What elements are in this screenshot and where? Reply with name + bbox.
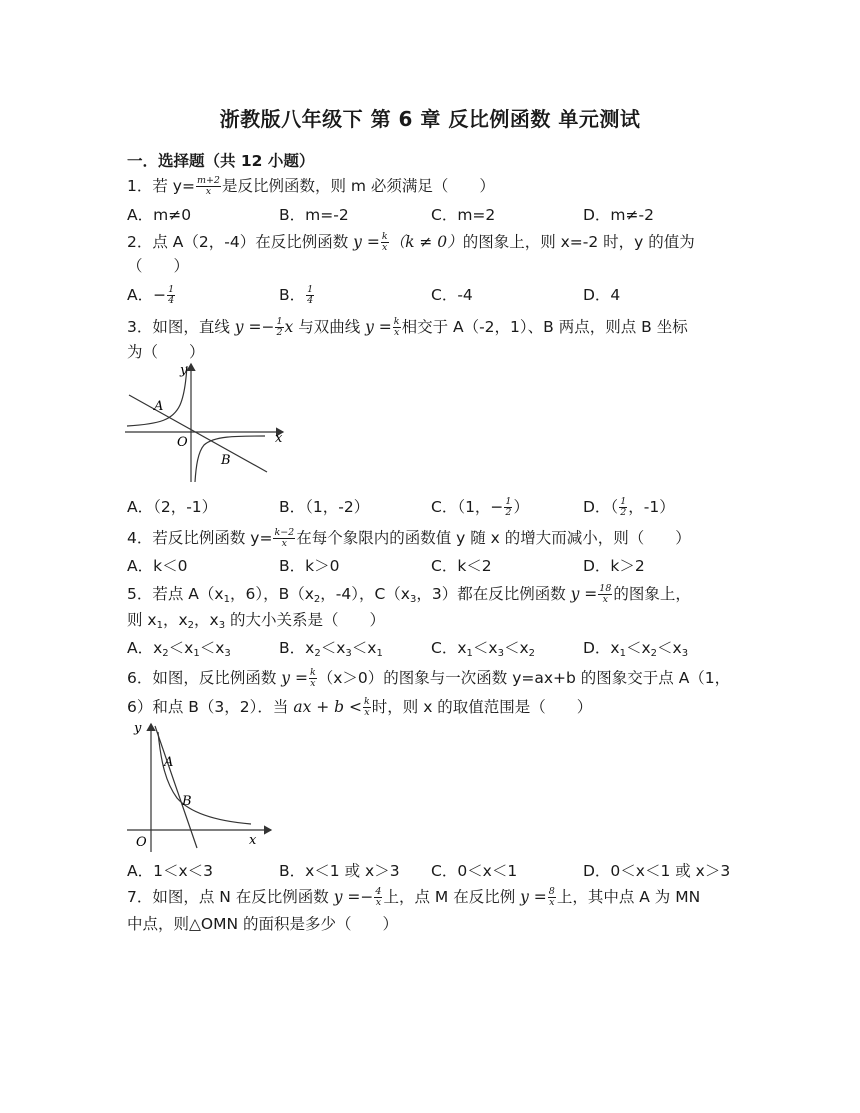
question-7 bbox=[127, 887, 700, 908]
q5-sub1: 1 bbox=[223, 594, 230, 605]
q5-a-t0: A．x bbox=[127, 639, 163, 657]
q2-option-c[interactable]: C．-4 bbox=[431, 286, 473, 304]
q5-sub2: 2 bbox=[313, 594, 321, 605]
q3-label-x: x bbox=[275, 431, 283, 446]
q5-l2b: ，x bbox=[162, 611, 188, 629]
q1-pre: 1．若 y= bbox=[127, 177, 195, 195]
q5-y: y = bbox=[570, 585, 598, 603]
q4-option-d[interactable]: D．k＞2 bbox=[583, 557, 645, 575]
q6-num2: k bbox=[364, 696, 370, 707]
q3-x1: x bbox=[284, 318, 294, 336]
q5-option-c[interactable] bbox=[431, 638, 535, 664]
q4-pre: 4．若反比例函数 y= bbox=[127, 529, 273, 547]
q3-y1: y =− bbox=[234, 318, 275, 336]
q5-l2sub1: 1 bbox=[156, 620, 163, 631]
q1-option-b[interactable]: B．m=-2 bbox=[279, 206, 349, 224]
q2-option-a[interactable] bbox=[127, 285, 176, 306]
q3-c-fraction bbox=[504, 497, 512, 518]
q4-fraction bbox=[273, 528, 295, 549]
q5-a-s3: 1 bbox=[193, 648, 200, 659]
q6-graph bbox=[125, 718, 275, 854]
q5-b-s1: 2 bbox=[314, 648, 321, 659]
q6-fraction bbox=[309, 668, 317, 689]
q6-label-o: O bbox=[136, 835, 147, 850]
q7-den1: x bbox=[375, 897, 382, 908]
q1-post: 是反比例函数，则 m 必须满足（ ） bbox=[221, 177, 495, 195]
q3-den2: x bbox=[394, 327, 400, 338]
q5-num: 18 bbox=[599, 583, 612, 594]
q5-d-s5: 3 bbox=[681, 648, 689, 659]
q6-option-b[interactable]: B．x＜1 或 x＞3 bbox=[279, 862, 400, 880]
q5-a-t2: ＜x bbox=[168, 639, 194, 657]
q3-post: 相交于 A（-2，1）、B 两点，则点 B 坐标 bbox=[401, 318, 688, 336]
question-1 bbox=[127, 176, 495, 197]
q6-label-y: y bbox=[134, 721, 142, 736]
q1-fraction bbox=[196, 176, 221, 197]
q2-option-d[interactable]: D．4 bbox=[583, 286, 621, 304]
q4-num: k−2 bbox=[274, 527, 295, 538]
q6-l2post: 时，则 x 的取值范围是（ ） bbox=[371, 698, 593, 716]
question-7-line2: 中点，则△OMN 的面积是多少（ ） bbox=[127, 915, 399, 933]
q7-fraction-2 bbox=[548, 887, 556, 908]
section-heading: 一．选择题（共 12 小题） bbox=[127, 152, 315, 170]
q6-label-b: B bbox=[182, 794, 192, 809]
q5-l2sub3: 3 bbox=[218, 620, 226, 631]
q3-label-a: A bbox=[154, 399, 164, 414]
q7-den2: x bbox=[549, 897, 555, 908]
q3-num2: k bbox=[393, 316, 400, 327]
q6-y: y = bbox=[281, 669, 308, 687]
q3-d-num: 1 bbox=[620, 496, 627, 507]
question-5 bbox=[127, 584, 691, 610]
q3-c-pre: C．（1，− bbox=[431, 498, 504, 516]
q5-l2a: 则 x bbox=[127, 611, 157, 629]
q2-pre: 2．点 A（2，-4）在反比例函数 bbox=[127, 233, 354, 251]
q7-mid: 上，点 M 在反比例 bbox=[383, 888, 521, 906]
q3-graph bbox=[125, 360, 290, 485]
q2-fraction bbox=[381, 232, 389, 253]
q6-den2: x bbox=[364, 707, 370, 718]
question-4 bbox=[127, 528, 691, 549]
q5-den: x bbox=[602, 594, 609, 605]
q3-d-pre: D．（ bbox=[583, 498, 619, 516]
q5-d-s1: 1 bbox=[619, 648, 626, 659]
q6-label-x: x bbox=[249, 833, 257, 848]
q3-c-post: ） bbox=[513, 498, 529, 516]
q5-l2d: 的大小关系是（ ） bbox=[225, 611, 386, 629]
q5-m1: ，6），B（x bbox=[229, 585, 314, 603]
q5-d-t2: ＜x bbox=[625, 639, 651, 657]
q5-m2: ，-4），C（x bbox=[320, 585, 410, 603]
q7-y2: y = bbox=[520, 888, 547, 906]
q1-den: x bbox=[205, 186, 212, 197]
q5-post: 的图象上， bbox=[613, 585, 691, 603]
q2-b-pre: B． bbox=[279, 286, 306, 304]
question-6-line2 bbox=[127, 697, 592, 718]
q6-option-c[interactable]: C．0＜x＜1 bbox=[431, 862, 518, 880]
q5-option-b[interactable] bbox=[279, 638, 383, 664]
q7-num1: 4 bbox=[375, 886, 382, 897]
question-2-line2: （ ） bbox=[127, 257, 190, 275]
q1-num: m+2 bbox=[196, 175, 220, 186]
q3-d-post: ，-1） bbox=[628, 498, 675, 516]
q5-a-s5: 3 bbox=[224, 648, 231, 659]
question-2 bbox=[127, 232, 695, 253]
q3-d-den: 2 bbox=[620, 507, 627, 518]
q7-pre: 7．如图，点 N 在反比例函数 bbox=[127, 888, 334, 906]
question-3-line2: 为（ ） bbox=[127, 343, 205, 361]
q3-d-fraction bbox=[619, 497, 627, 518]
q2-a-pre: A．− bbox=[127, 286, 167, 304]
q6-label-a: A bbox=[164, 755, 174, 770]
q6-fraction-2 bbox=[363, 697, 371, 718]
q5-l2sub2: 2 bbox=[187, 620, 195, 631]
q5-m3: ，3）都在反比例函数 bbox=[416, 585, 571, 603]
q5-d-s3: 2 bbox=[650, 648, 658, 659]
q1-option-c[interactable]: C．m=2 bbox=[431, 206, 496, 224]
q5-c-t4: ＜x bbox=[503, 639, 529, 657]
q3-option-d[interactable] bbox=[583, 497, 675, 518]
q3-fraction-2 bbox=[393, 317, 401, 338]
q5-a-s1: 2 bbox=[162, 648, 169, 659]
q3-num1: 1 bbox=[276, 316, 283, 327]
q6-post: （x＞0）的图象与一次函数 y=ax+b 的图象交于点 A（1， bbox=[317, 669, 731, 687]
q3-option-b[interactable]: B．（1，-2） bbox=[279, 498, 370, 516]
q7-post: 上，其中点 A 为 MN bbox=[556, 888, 701, 906]
q2-b-fraction bbox=[306, 285, 314, 306]
q6-option-a[interactable]: A．1＜x＜3 bbox=[127, 862, 213, 880]
q5-c-s5: 2 bbox=[528, 648, 535, 659]
q2-cond: （k ≠ 0） bbox=[389, 233, 463, 251]
q4-post: 在每个象限内的函数值 y 随 x 的增大而减小，则（ ） bbox=[296, 529, 691, 547]
q6-expr: ax + b < bbox=[293, 698, 362, 716]
question-5-line2 bbox=[127, 610, 385, 636]
q5-c-t0: C．x bbox=[431, 639, 467, 657]
q5-option-a[interactable] bbox=[127, 638, 231, 664]
q2-b-den: 4 bbox=[307, 295, 314, 306]
q5-d-t0: D．x bbox=[583, 639, 620, 657]
q3-fraction-1 bbox=[275, 317, 283, 338]
q5-c-t2: ＜x bbox=[472, 639, 498, 657]
q2-post: 的图象上，则 x=-2 时，y 的值为 bbox=[462, 233, 695, 251]
q3-c-den: 2 bbox=[505, 507, 512, 518]
q4-den: x bbox=[281, 538, 288, 549]
q6-option-d[interactable]: D．0＜x＜1 或 x＞3 bbox=[583, 862, 731, 880]
q5-b-t4: ＜x bbox=[351, 639, 377, 657]
q3-den1: 2 bbox=[276, 327, 283, 338]
q3-hyperbola-left bbox=[127, 366, 187, 426]
q4-option-c[interactable]: C．k＜2 bbox=[431, 557, 492, 575]
q2-a-fraction bbox=[167, 285, 175, 306]
q2-den: x bbox=[382, 242, 388, 253]
q3-option-a[interactable]: A．（2，-1） bbox=[127, 498, 218, 516]
q5-a-t4: ＜x bbox=[199, 639, 225, 657]
q2-option-b[interactable] bbox=[279, 285, 315, 306]
q3-label-o: O bbox=[177, 435, 188, 450]
q5-c-s3: 3 bbox=[497, 648, 504, 659]
q2-b-num: 1 bbox=[307, 284, 314, 295]
q5-fraction bbox=[598, 584, 612, 605]
q2-y: y = bbox=[353, 233, 380, 251]
q7-y1: y =− bbox=[333, 888, 374, 906]
q6-den: x bbox=[310, 678, 316, 689]
q3-y2: y = bbox=[365, 318, 392, 336]
q6-hyperbola bbox=[158, 732, 251, 824]
q5-l2c: ，x bbox=[194, 611, 219, 629]
q6-pre: 6．如图，反比例函数 bbox=[127, 669, 282, 687]
q3-label-b: B bbox=[221, 453, 231, 468]
q5-b-s3: 3 bbox=[345, 648, 352, 659]
q5-d-t4: ＜x bbox=[657, 639, 682, 657]
q3-mid: 与双曲线 bbox=[293, 318, 366, 336]
q1-option-a[interactable]: A．m≠0 bbox=[127, 206, 192, 224]
q4-option-b[interactable]: B．k＞0 bbox=[279, 557, 340, 575]
q4-option-a[interactable]: A．k＜0 bbox=[127, 557, 188, 575]
q2-a-den: 4 bbox=[168, 295, 175, 306]
q7-num2: 8 bbox=[548, 886, 555, 897]
q5-c-s1: 1 bbox=[466, 648, 473, 659]
q6-num: k bbox=[309, 667, 316, 678]
q3-label-y: y bbox=[180, 363, 188, 378]
q7-fraction-1 bbox=[374, 887, 382, 908]
question-3 bbox=[127, 317, 688, 338]
q5-sub3: 3 bbox=[409, 594, 417, 605]
document-title: 浙教版八年级下 第 6 章 反比例函数 单元测试 bbox=[219, 107, 641, 131]
q3-option-c[interactable] bbox=[431, 497, 529, 518]
q5-b-s5: 1 bbox=[376, 648, 383, 659]
q2-a-num: 1 bbox=[168, 284, 175, 295]
q5-b-t2: ＜x bbox=[320, 639, 346, 657]
q5-pre: 5．若点 A（x bbox=[127, 585, 224, 603]
q2-num: k bbox=[381, 231, 388, 242]
q5-b-t0: B．x bbox=[279, 639, 315, 657]
q3-c-num: 1 bbox=[505, 496, 512, 507]
q6-l2pre: 6）和点 B（3，2）．当 bbox=[127, 698, 294, 716]
q5-option-d[interactable] bbox=[583, 638, 688, 664]
question-6 bbox=[127, 668, 730, 689]
q3-pre: 3．如图，直线 bbox=[127, 318, 235, 336]
q1-option-d[interactable]: D．m≠-2 bbox=[583, 206, 654, 224]
